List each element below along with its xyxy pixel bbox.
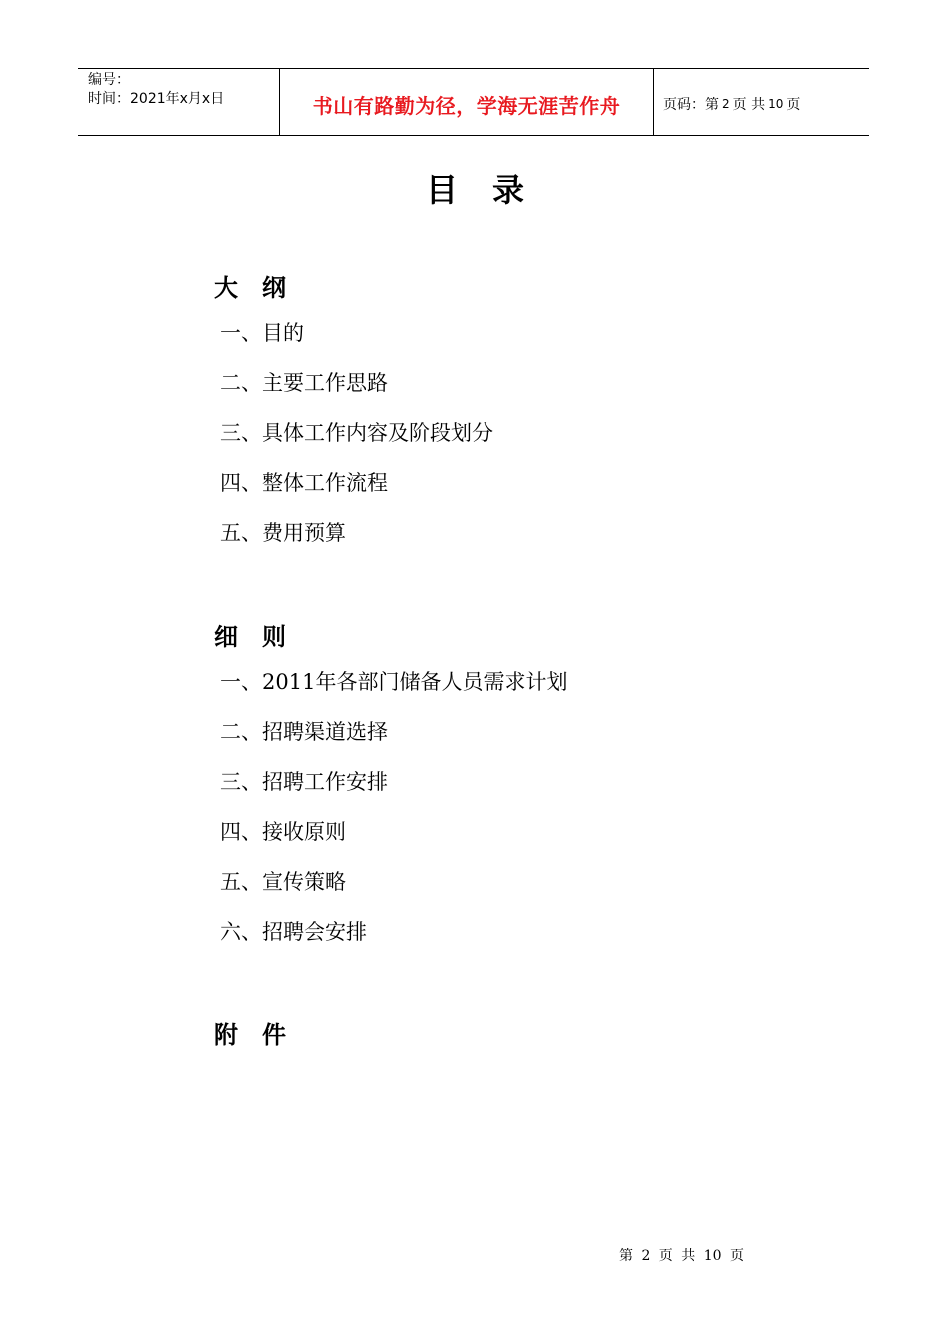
section-heading-outline: 大纲 (214, 274, 310, 302)
page-header (78, 68, 869, 136)
document-time-label: 时间：2021年x月x日 (88, 91, 225, 107)
toc-item: 三、招聘工作安排 (220, 770, 388, 794)
toc-item: 二、招聘渠道选择 (220, 720, 388, 744)
page-prefix: 页码：第 (663, 97, 719, 113)
page-total: 10 (768, 97, 784, 111)
page-suffix: 页 (786, 97, 801, 113)
header-motto-cell (280, 69, 654, 135)
toc-item: 三、具体工作内容及阶段划分 (220, 421, 493, 445)
header-page-cell (654, 69, 869, 135)
header-motto: 书山有路勤为径，学海无涯苦作舟 (312, 93, 621, 118)
page-title: 目录 (425, 171, 558, 209)
page-current: 2 (722, 97, 730, 111)
toc-item: 五、费用预算 (220, 521, 346, 545)
page-middle: 页 共 (732, 97, 766, 113)
toc-item: 二、主要工作思路 (220, 371, 388, 395)
section-heading-appendix: 附件 (214, 1021, 310, 1049)
header-info-cell (78, 69, 280, 135)
toc-item: 五、宣传策略 (220, 870, 346, 894)
toc-item: 一、2011年各部门储备人员需求计划 (220, 670, 568, 694)
toc-item: 四、整体工作流程 (220, 471, 388, 495)
toc-item: 六、招聘会安排 (220, 920, 367, 944)
section-heading-details: 细则 (214, 623, 310, 651)
document-number-label: 编号： (88, 72, 130, 88)
toc-item: 四、接收原则 (220, 820, 346, 844)
page-footer: 第 2 页 共 10 页 (619, 1248, 744, 1264)
toc-list-outline (220, 318, 493, 568)
toc-item: 一、目的 (220, 321, 304, 345)
toc-list-details (220, 667, 567, 967)
